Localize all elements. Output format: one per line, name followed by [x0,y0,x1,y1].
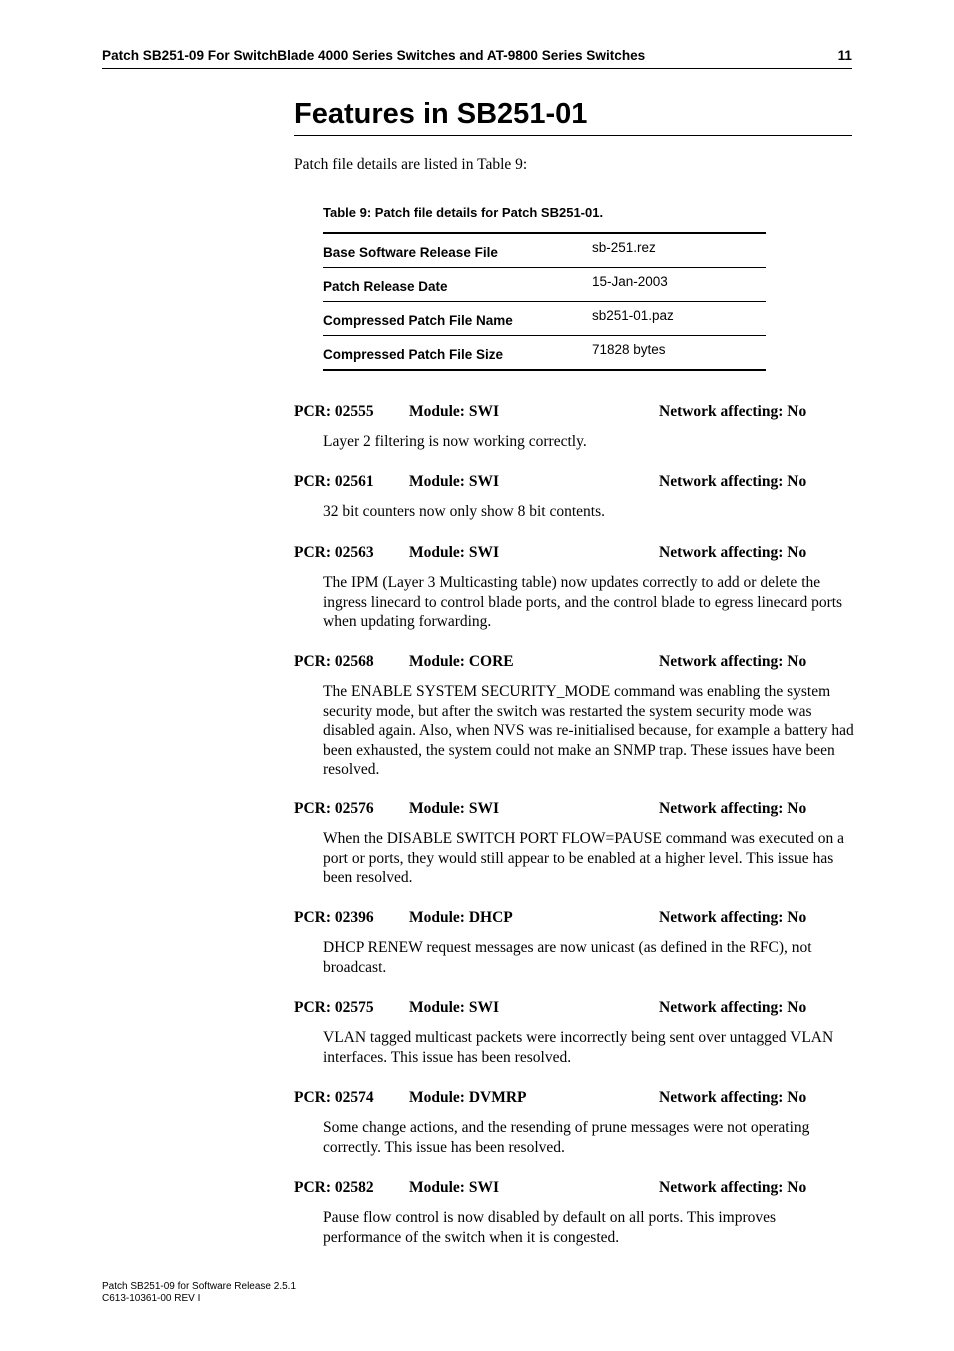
pcr-number: PCR: 02574 [294,1089,374,1106]
pcr-module: Module: CORE [409,653,514,670]
pcr-entry [294,909,854,977]
pcr-entry [294,473,854,522]
pcr-network-affecting: Network affecting: No [659,909,807,926]
pcr-entry [294,800,854,888]
pcr-network-affecting: Network affecting: No [659,1089,807,1106]
page-header [102,48,852,69]
pcr-module: Module: SWI [409,1179,499,1196]
table-value: sb-251.rez [592,233,766,268]
table-row [323,302,766,336]
pcr-network-affecting: Network affecting: No [659,403,807,420]
table-value: sb251-01.paz [592,302,766,336]
pcr-network-affecting: Network affecting: No [659,544,807,561]
page-footer [102,1281,296,1305]
pcr-module: Module: SWI [409,999,499,1016]
table-row [323,268,766,302]
intro-text: Patch file details are listed in Table 9: [294,156,528,173]
pcr-number: PCR: 02563 [294,544,374,561]
header-title: Patch SB251-09 For SwitchBlade 4000 Series Switches and AT-9800 Series Switches [102,48,646,63]
pcr-entry [294,999,854,1067]
pcr-description: Pause flow control is now disabled by default on all ports. This improves performance of the switch when it is congested. [323,1209,777,1246]
pcr-module: Module: DVMRP [409,1089,527,1106]
pcr-number: PCR: 02555 [294,403,374,420]
table-key: Compressed Patch File Size [323,346,504,362]
pcr-network-affecting: Network affecting: No [659,1179,807,1196]
patch-details-table [323,232,766,371]
pcr-entry [294,544,854,632]
pcr-module: Module: SWI [409,544,499,561]
pcr-entry [294,1179,854,1247]
pcr-number: PCR: 02575 [294,999,374,1016]
pcr-description: 32 bit counters now only show 8 bit contents. [323,503,605,520]
table-row [323,233,766,268]
table-row [323,336,766,371]
pcr-number: PCR: 02568 [294,653,374,670]
pcr-module: Module: SWI [409,800,499,817]
table-key: Compressed Patch File Name [323,302,592,336]
table-key: Base Software Release File [323,233,592,268]
pcr-number: PCR: 02582 [294,1179,374,1196]
pcr-module: Module: DHCP [409,909,513,926]
table-value: 71828 bytes [592,342,666,357]
table-key: Patch Release Date [323,268,592,302]
pcr-network-affecting: Network affecting: No [659,473,807,490]
footer-line: Patch SB251-09 for Software Release 2.5.1 [102,1281,297,1292]
pcr-entry [294,403,854,452]
pcr-network-affecting: Network affecting: No [659,653,807,670]
pcr-description: The IPM (Layer 3 Multicasting table) now updates correctly to add or delete the ingress linecard to control blade ports, and the control blade to egress linecard ports when updating forwarding. [323,574,843,631]
pcr-description: Some change actions, and the resending of prune messages were not operating correctly. This issue has been resolved. [323,1119,810,1156]
footer-line: C613-10361-00 REV I [102,1293,201,1304]
pcr-module: Module: SWI [409,403,499,420]
section-title: Features in SB251-01 [294,95,852,136]
pcr-network-affecting: Network affecting: No [659,999,807,1016]
pcr-description: Layer 2 filtering is now working correctly. [323,433,587,450]
page-number: 11 [837,48,852,63]
pcr-description: DHCP RENEW request messages are now unicast (as defined in the RFC), not broadcast. [323,939,812,976]
pcr-description: The ENABLE SYSTEM SECURITY_MODE command was enabling the system security mode, but after the switch was restarted the system security mode was disabled again. Also, when NVS was re-initialised because, for example a battery had been exhausted, the system could not make an SNMP trap. These issues have been resolved. [323,683,854,779]
table-caption: Table 9: Patch file details for Patch SB251-01. [323,205,604,220]
pcr-number: PCR: 02561 [294,473,374,490]
pcr-entry [294,653,854,780]
pcr-description: When the DISABLE SWITCH PORT FLOW=PAUSE command was executed on a port or ports, they would still appear to be enabled at a higher level. This issue has been resolved. [323,830,844,887]
table-value: 15-Jan-2003 [592,268,766,302]
pcr-number: PCR: 02396 [294,909,374,926]
pcr-module: Module: SWI [409,473,499,490]
pcr-entry [294,1089,854,1157]
pcr-description: VLAN tagged multicast packets were incorrectly being sent over untagged VLAN interfaces. This issue has been resolved. [323,1029,834,1066]
pcr-number: PCR: 02576 [294,800,374,817]
pcr-network-affecting: Network affecting: No [659,800,807,817]
